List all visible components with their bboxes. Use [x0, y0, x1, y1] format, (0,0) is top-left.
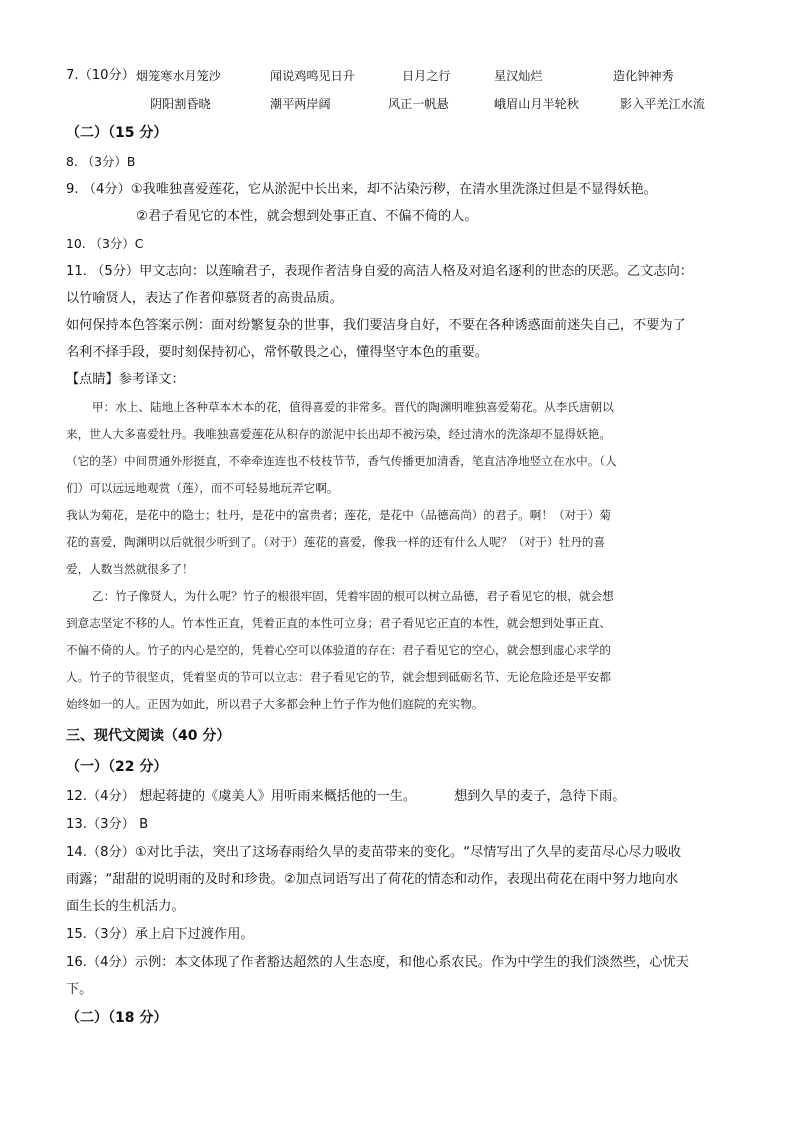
q7-answer-5: 造化钟神秀	[613, 69, 674, 83]
q12-answer-b: 想到久旱的麦子，急待下雨。	[454, 789, 626, 804]
q15-answer: 15.（3分）承上启下过渡作用。	[66, 927, 254, 942]
translation-line: 甲：水上、陆地上各种草本木本的花，值得喜爱的非常多。晋代的陶渊明唯独喜爱菊花。从李氏唐朝以	[92, 400, 614, 414]
translation-line: 到意志坚定不移的人。竹本性正直，凭着正直的本性可立身；君子看见它正直的本性，就会想到处事正直、	[66, 616, 611, 630]
q9-line-2: ②君子看见它的本性，就会想到处事正直、不偏不倚的人。	[136, 209, 478, 224]
section-3-heading: 三、现代文阅读（40 分）	[66, 728, 231, 744]
q11-line-1: 11. （5分）甲文志向：以莲喻君子，表现作者洁身自爱的高洁人格及对追名逐利的世态的厌恶。乙文志向：	[66, 264, 693, 279]
q7-answer-8: 风正一帆悬	[388, 97, 449, 111]
q7-answer-10: 影入平羌江水流	[620, 97, 705, 111]
translation-line: 花的喜爱，陶渊明以后就很少听到了。（对于）莲花的喜爱，像我一样的还有什么人呢？（对于）牡丹的喜	[66, 535, 606, 549]
translation-line: 来，世人大多喜爱牡丹。我唯独喜爱莲花从积存的淤泥中长出却不被污染，经过清水的洗涤却不显得妖艳。	[66, 427, 611, 441]
q9-line-1: 9. （4分）①我唯独喜爱莲花，它从淤泥中长出来，却不沾染污秽，在清水里洗涤过但是不显得妖艳。	[66, 182, 657, 197]
q10-answer: 10. （3分）C	[66, 236, 144, 251]
subsection-1-heading: （一）（22 分）	[66, 759, 168, 775]
q11-line-4: 名利不择手段，要时刻保持初心，常怀敬畏之心，懂得坚守本色的重要。	[66, 345, 488, 360]
translation-line: 人。竹子的节很坚贞，凭着坚贞的节可以立志：君子看见它的节，就会想到砥砺名节、无论危险还是平安都	[66, 670, 611, 684]
translation-line: 乙：竹子像贤人，为什么呢？竹子的根很牢固，凭着牢固的根可以树立品德，君子看见它的根，就会想	[92, 589, 614, 603]
translation-line: （它的茎）中间贯通外形挺直，不牵牵连连也不枝枝节节，香气传播更加清香，笔直洁净地竖立在水中。（人	[66, 454, 617, 468]
q14-line-3: 面生长的生机活力。	[66, 899, 185, 914]
q7-answer-3: 日月之行	[402, 69, 451, 83]
subsection-2-heading: （二）（18 分）	[66, 1010, 168, 1026]
q7-answer-4: 星汉灿烂	[494, 69, 543, 83]
translation-line: 我认为菊花，是花中的隐士；牡丹，是花中的富贵者；莲花，是花中（品德高尚）的君子。啊！（对于）菊	[66, 508, 611, 522]
q7-answer-1: 烟笼寒水月笼沙	[136, 69, 221, 83]
q7-answer-6: 阴阳割昏晓	[150, 97, 211, 111]
q16-line-2: 下。	[66, 982, 93, 997]
q12-answer	[66, 787, 626, 807]
q14-line-1: 14.（8分）①对比手法，突出了这场春雨给久旱的麦苗带来的变化。“尽情写出了久旱的麦苗尽心尽力吸收	[66, 845, 682, 860]
dianjing-label: 【点睛】参考译文：	[66, 372, 185, 387]
q16-line-1: 16.（4分）示例：本文体现了作者豁达超然的人生态度，和他心系农民。作为中学生的我们淡然些，心忧天	[66, 955, 689, 970]
q14-line-2: 雨露；“甜甜的说明雨的及时和珍贵。②加点词语写出了荷花的情态和动作，表现出荷花在雨中努力地向水	[66, 872, 679, 887]
translation-line: 爱，人数当然就很多了！	[66, 562, 194, 576]
q8-answer: 8. （3分）B	[66, 154, 136, 169]
translation-line: 们）可以远远地观赏（莲），而不可轻易地玩弄它啊。	[66, 481, 339, 495]
q7-answer-7: 潮平两岸阔	[270, 97, 331, 111]
q11-line-2: 以竹喻贤人，表达了作者仰慕贤者的高贵品质。	[66, 291, 343, 306]
q11-line-3: 如何保持本色答案示例：面对纷繁复杂的世事，我们要洁身自好，不要在各种诱惑面前迷失自己，不要为了	[66, 318, 686, 333]
q7-answer-2: 闻说鸡鸣见日升	[270, 69, 355, 83]
q13-answer: 13.（3分） B	[66, 817, 149, 832]
q12-answer-a: 12.（4分） 想起蒋捷的《虞美人》用听雨来概括他的一生。	[66, 789, 417, 804]
q7-answer-9: 峨眉山月半轮秋	[494, 97, 579, 111]
translation-line: 始终如一的人。正因为如此，所以君子大多都会种上竹子作为他们庭院的充实物。	[66, 697, 484, 711]
translation-line: 不偏不倚的人。竹子的内心是空的，凭着心空可以体验道的存在：君子看见它的空心，就会想到虚心求学的	[66, 643, 611, 657]
section-2-heading: （二）（15 分）	[66, 125, 168, 141]
q7-label: 7.（10分）	[66, 68, 135, 83]
